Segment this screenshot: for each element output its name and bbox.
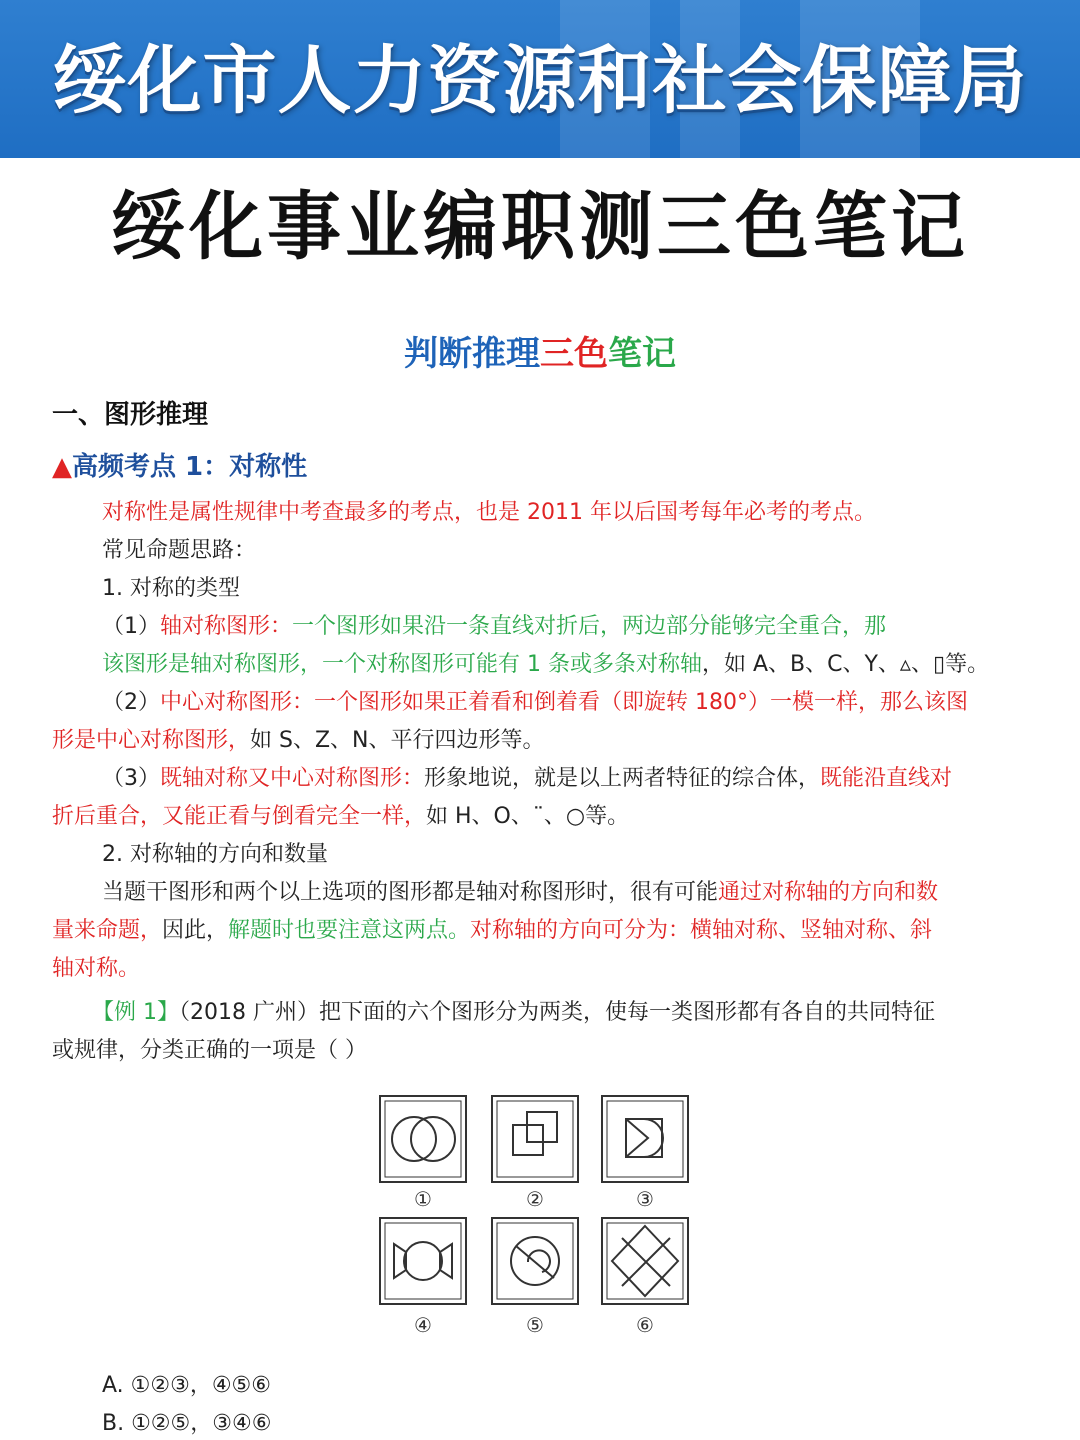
text-span: 形是中心对称图形， — [52, 728, 251, 753]
paragraph-line — [52, 726, 545, 756]
header-banner — [0, 0, 1080, 158]
triangle-marker-icon: ▲ — [52, 452, 72, 482]
text-span: 如 H、O、¨、○等。 — [426, 804, 630, 829]
text-span: 量来命题， — [52, 918, 163, 943]
heading-symmetry — [52, 446, 307, 483]
paragraph-line — [102, 764, 952, 794]
text-span: 通过对称轴的方向和数 — [718, 880, 939, 905]
text-span: 既能沿直线对 — [820, 766, 953, 791]
text-span: （1） — [102, 614, 160, 639]
text-span: 形象地说，就是以上两者特征的综合体， — [424, 766, 821, 791]
figure-5 — [492, 1218, 578, 1304]
figure-label: ① — [414, 1187, 432, 1211]
figure-grid-svg — [376, 1092, 696, 1342]
text-span: （2） — [102, 690, 160, 715]
paragraph-line — [92, 998, 935, 1028]
text-span: （3） — [102, 766, 160, 791]
paragraph-line: 常见命题思路： — [102, 538, 257, 563]
text-span: 当题干图形和两个以上选项的图形都是轴对称图形时，很有可能 — [102, 880, 719, 905]
text-span: 该图形是轴对称图形，一个对称图形可能有 1 条或多条对称轴 — [102, 652, 702, 677]
figure-label: ⑤ — [526, 1313, 544, 1337]
text-span: （2018 广州）把下面的六个图形分为两类，使每一类图形都有各自的共同特征 — [179, 1000, 935, 1025]
paragraph-line — [102, 650, 989, 680]
text-span: 解题时也要注意这两点。 — [228, 918, 471, 943]
figure-2 — [492, 1096, 578, 1182]
answer-option-b[interactable]: B. ①②⑤，③④⑥ — [102, 1411, 272, 1436]
figure-4 — [380, 1218, 466, 1304]
section-title — [0, 326, 1080, 375]
text-span: ，如 A、B、C、Y、▵、▯等。 — [702, 652, 990, 677]
text-span: 折后重合，又能正看与倒看完全一样， — [52, 804, 427, 829]
paragraph-line: 2. 对称轴的方向和数量 — [102, 842, 328, 867]
figure-label: ③ — [636, 1187, 654, 1211]
paragraph-line: 轴对称。 — [52, 956, 141, 981]
heading-symmetry-text: 高频考点 1：对称性 — [72, 452, 308, 482]
section-title-part3: 笔记 — [608, 334, 676, 374]
paragraph-line — [52, 802, 629, 832]
paragraph-line — [102, 612, 886, 642]
document-subtitle: 绥化事业编职测三色笔记 — [111, 184, 969, 270]
figure-label: ④ — [414, 1313, 432, 1337]
figure-6 — [602, 1218, 688, 1304]
text-span: 既轴对称又中心对称图形： — [160, 766, 425, 791]
answer-option-a[interactable]: A. ①②③，④⑤⑥ — [102, 1373, 271, 1398]
paragraph-line: 对称性是属性规律中考查最多的考点，也是 2011 年以后国考每年必考的考点。 — [102, 500, 876, 525]
banner-title: 绥化市人力资源和社会保障局 — [52, 38, 1028, 124]
figure-3 — [602, 1096, 688, 1182]
paragraph-line — [52, 916, 932, 946]
figure-grid — [376, 1092, 696, 1342]
text-span: 轴对称图形： — [160, 614, 293, 639]
text-span: 如 S、Z、N、平行四边形等。 — [250, 728, 545, 753]
text-span: 因此， — [162, 918, 229, 943]
text-span: 对称轴的方向可分为：横轴对称、竖轴对称、斜 — [470, 918, 933, 943]
section-title-part1: 判断推理 — [404, 334, 540, 374]
text-span: 中心对称图形：一个图形如果正着看和倒着看（即旋转 180°）一模一样，那么该图 — [160, 690, 968, 715]
text-span: 一个图形如果沿一条直线对折后，两边部分能够完全重合，那 — [292, 614, 887, 639]
figure-label: ② — [526, 1187, 544, 1211]
paragraph-line — [102, 688, 968, 718]
example-label: 【例 1】 — [92, 1000, 179, 1025]
section-title-part2: 三色 — [540, 334, 608, 374]
heading-graphic-reasoning: 一、图形推理 — [52, 400, 209, 430]
paragraph-line: 或规律，分类正确的一项是（ ） — [52, 1038, 367, 1063]
figure-label: ⑥ — [636, 1313, 654, 1337]
paragraph-line: 1. 对称的类型 — [102, 576, 240, 601]
figure-1 — [380, 1096, 466, 1182]
paragraph-line — [102, 878, 938, 908]
